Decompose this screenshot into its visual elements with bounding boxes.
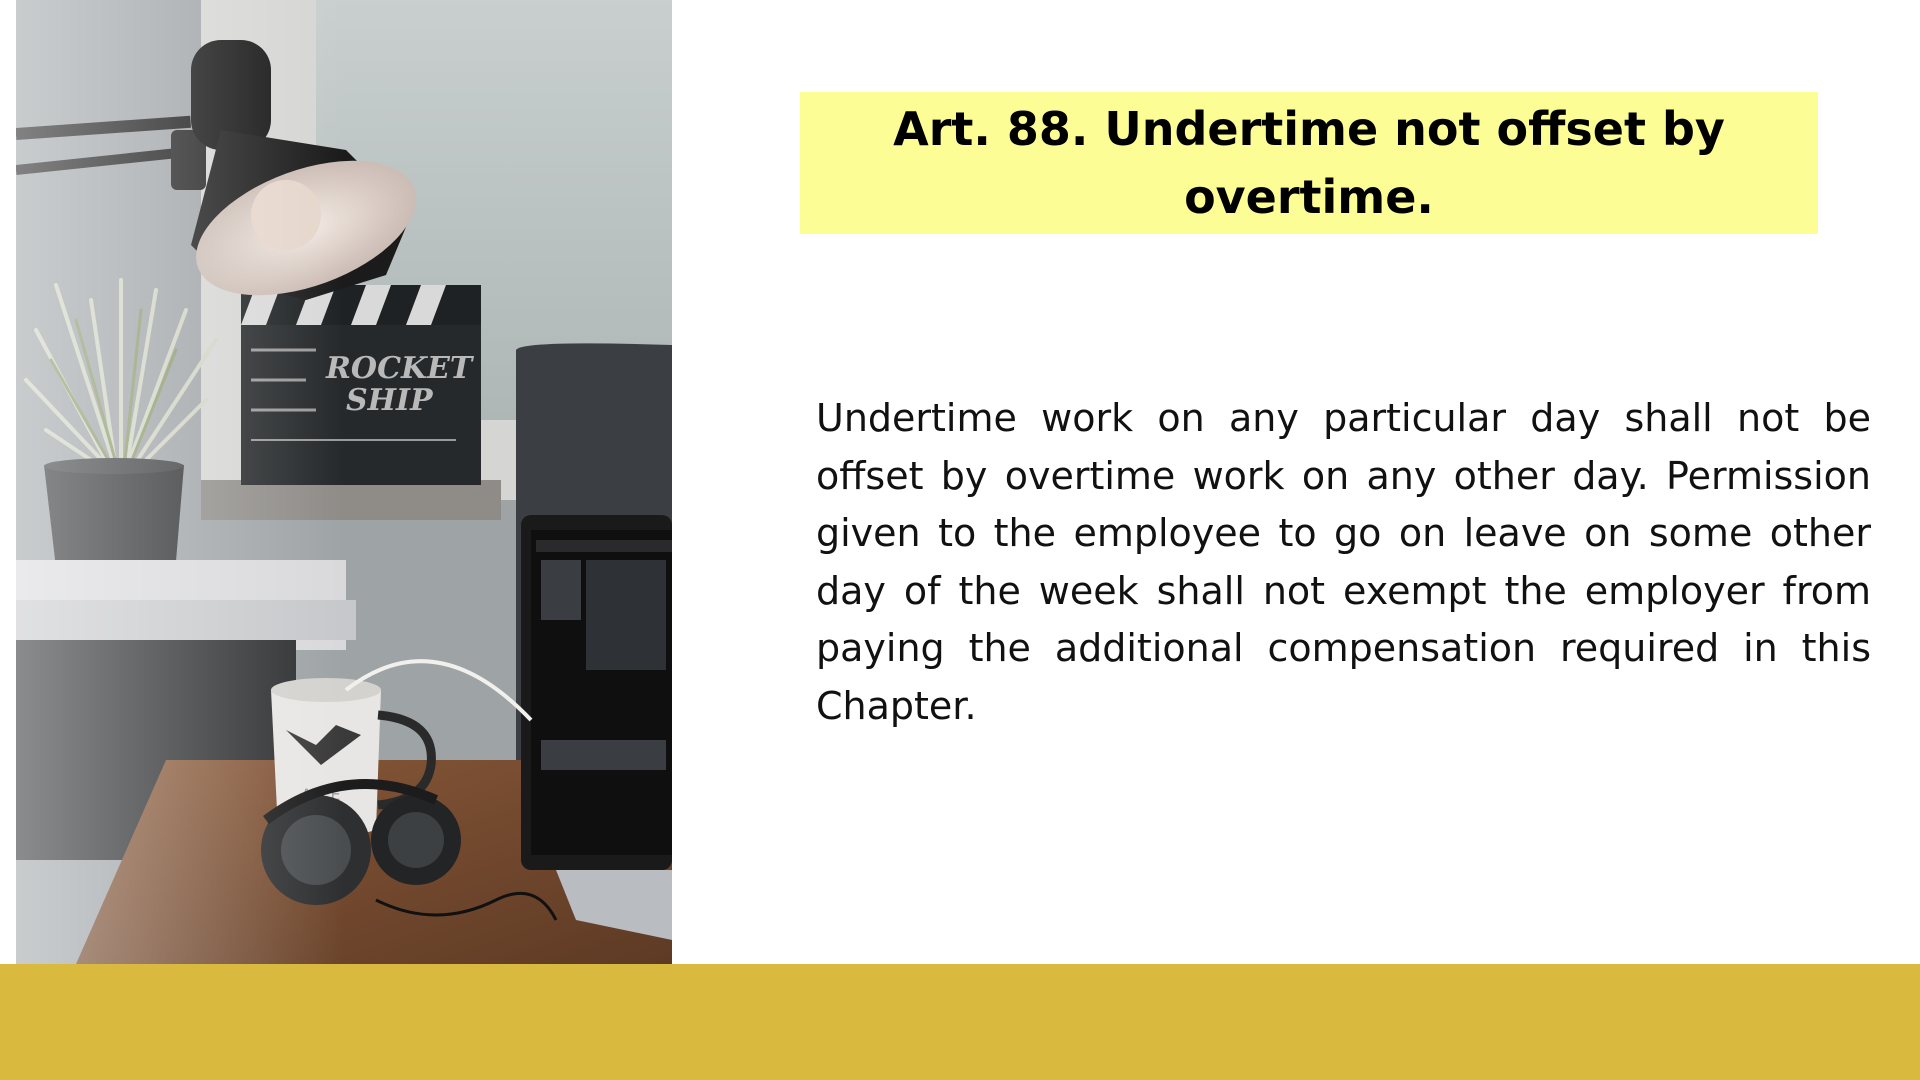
title-highlight [800, 92, 1818, 234]
page-title: Art. 88. Undertime not offset by overtime. [893, 102, 1725, 224]
desk-photo [16, 0, 672, 964]
body-paragraph: Undertime work on any particular day shall not be offset by overtime work on any other day. Permission given to the employee to go on leave on some other day of the week shall not exempt the employer from paying the additional compensation required in this Chapter. [816, 396, 1871, 728]
desk-photo-illustration [16, 0, 672, 964]
footer-band [0, 964, 1920, 1080]
